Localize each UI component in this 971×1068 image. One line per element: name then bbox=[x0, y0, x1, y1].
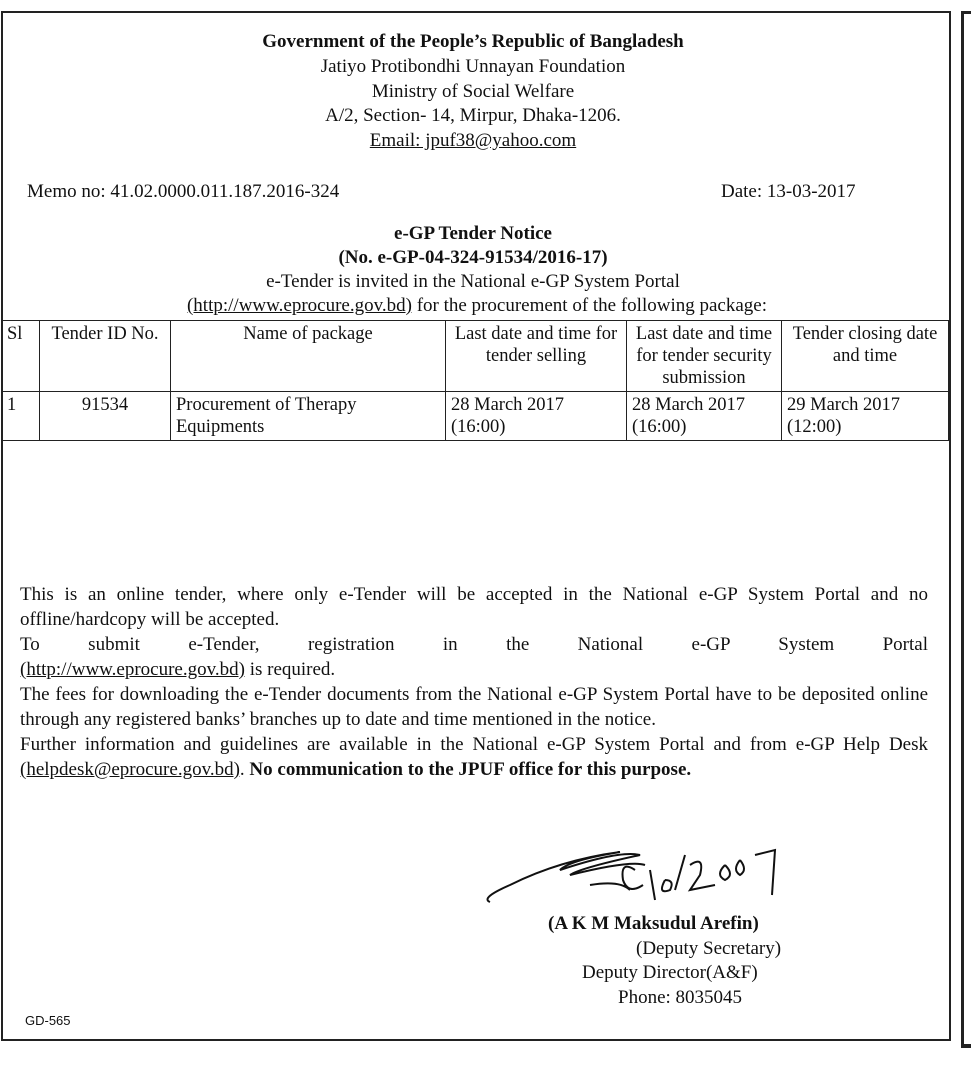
table-row bbox=[2, 392, 949, 441]
tender-table bbox=[1, 320, 949, 441]
signatory-rank: (Deputy Secretary) bbox=[636, 938, 782, 959]
paragraph-fees: The fees for downloading the e-Tender documents from the National e-GP System Portal have to be deposited online through any registered banks’ branches up to date and time mentioned in the notice. bbox=[20, 684, 928, 730]
adjacent-page-border bbox=[961, 11, 971, 1048]
table-header-row bbox=[2, 321, 949, 392]
header-ministry: Ministry of Social Welfare bbox=[371, 81, 575, 102]
paragraph-online: This is an online tender, where only e-Tender will be accepted in the National e-GP System Portal and no offline/hardcopy will be accepted. bbox=[20, 584, 928, 630]
signatory-name: (A K M Maksudul Arefin) bbox=[548, 913, 759, 934]
paragraph-registration bbox=[20, 632, 928, 682]
signatory-phone: Phone: 8035045 bbox=[618, 987, 743, 1008]
col-closing: Tender closing date and time bbox=[782, 321, 949, 392]
col-package: Name of package bbox=[171, 321, 446, 392]
cell-tender-id: 91534 bbox=[40, 392, 171, 441]
registration-text: To submit e-Tender, registration in the National e-GP System Portal bbox=[20, 634, 928, 655]
cell-selling: 28 March 2017 (16:00) bbox=[446, 392, 627, 441]
signatory-designation: Deputy Director(A&F) bbox=[582, 962, 758, 983]
intro-text: for the procurement of the following package: bbox=[411, 295, 767, 316]
signature-image bbox=[470, 840, 870, 910]
col-tender-id: Tender ID No. bbox=[40, 321, 171, 392]
footer-code: GD-565 bbox=[25, 1013, 71, 1028]
eprocure-link[interactable]: (http://www.eprocure.gov.bd) bbox=[186, 295, 412, 316]
notice-title: e-GP Tender Notice bbox=[394, 223, 552, 244]
cell-sl: 1 bbox=[2, 392, 40, 441]
help-text: Further information and guidelines are available in the National e-GP System Portal and from e-GP Help Desk bbox=[20, 734, 928, 755]
intro-line1: e-Tender is invited in the National e-GP System Portal bbox=[266, 271, 680, 292]
col-selling: Last date and time for tender selling bbox=[446, 321, 627, 392]
registration-text-end: is required. bbox=[244, 659, 336, 680]
header-foundation: Jatiyo Protibondhi Unnayan Foundation bbox=[320, 56, 626, 77]
col-security: Last date and time for tender security submission bbox=[627, 321, 782, 392]
cell-package: Procurement of Therapy Equipments bbox=[171, 392, 446, 441]
helpdesk-email-link[interactable]: (helpdesk@eprocure.gov.bd) bbox=[20, 759, 240, 780]
paragraph-help bbox=[20, 732, 928, 782]
notice-body bbox=[20, 582, 928, 782]
cell-security: 28 March 2017 (16:00) bbox=[627, 392, 782, 441]
memo-number: Memo no: 41.02.0000.011.187.2016-324 bbox=[27, 181, 340, 202]
help-text-sep: . bbox=[239, 759, 250, 780]
cell-closing: 29 March 2017 (12:00) bbox=[782, 392, 949, 441]
intro-line2 bbox=[22, 294, 932, 318]
notice-number: (No. e-GP-04-324-91534/2016-17) bbox=[338, 247, 608, 268]
header-email[interactable]: Email: jpuf38@yahoo.com bbox=[369, 130, 577, 151]
col-sl: Sl bbox=[2, 321, 40, 392]
header-address: A/2, Section- 14, Mirpur, Dhaka-1206. bbox=[325, 105, 621, 126]
memo-date: Date: 13-03-2017 bbox=[721, 181, 856, 202]
header-government: Government of the People’s Republic of Bangladesh bbox=[262, 31, 684, 52]
no-communication-note: No communication to the JPUF office for this purpose. bbox=[249, 759, 692, 780]
eprocure-link-2[interactable]: (http://www.eprocure.gov.bd) bbox=[20, 659, 245, 680]
